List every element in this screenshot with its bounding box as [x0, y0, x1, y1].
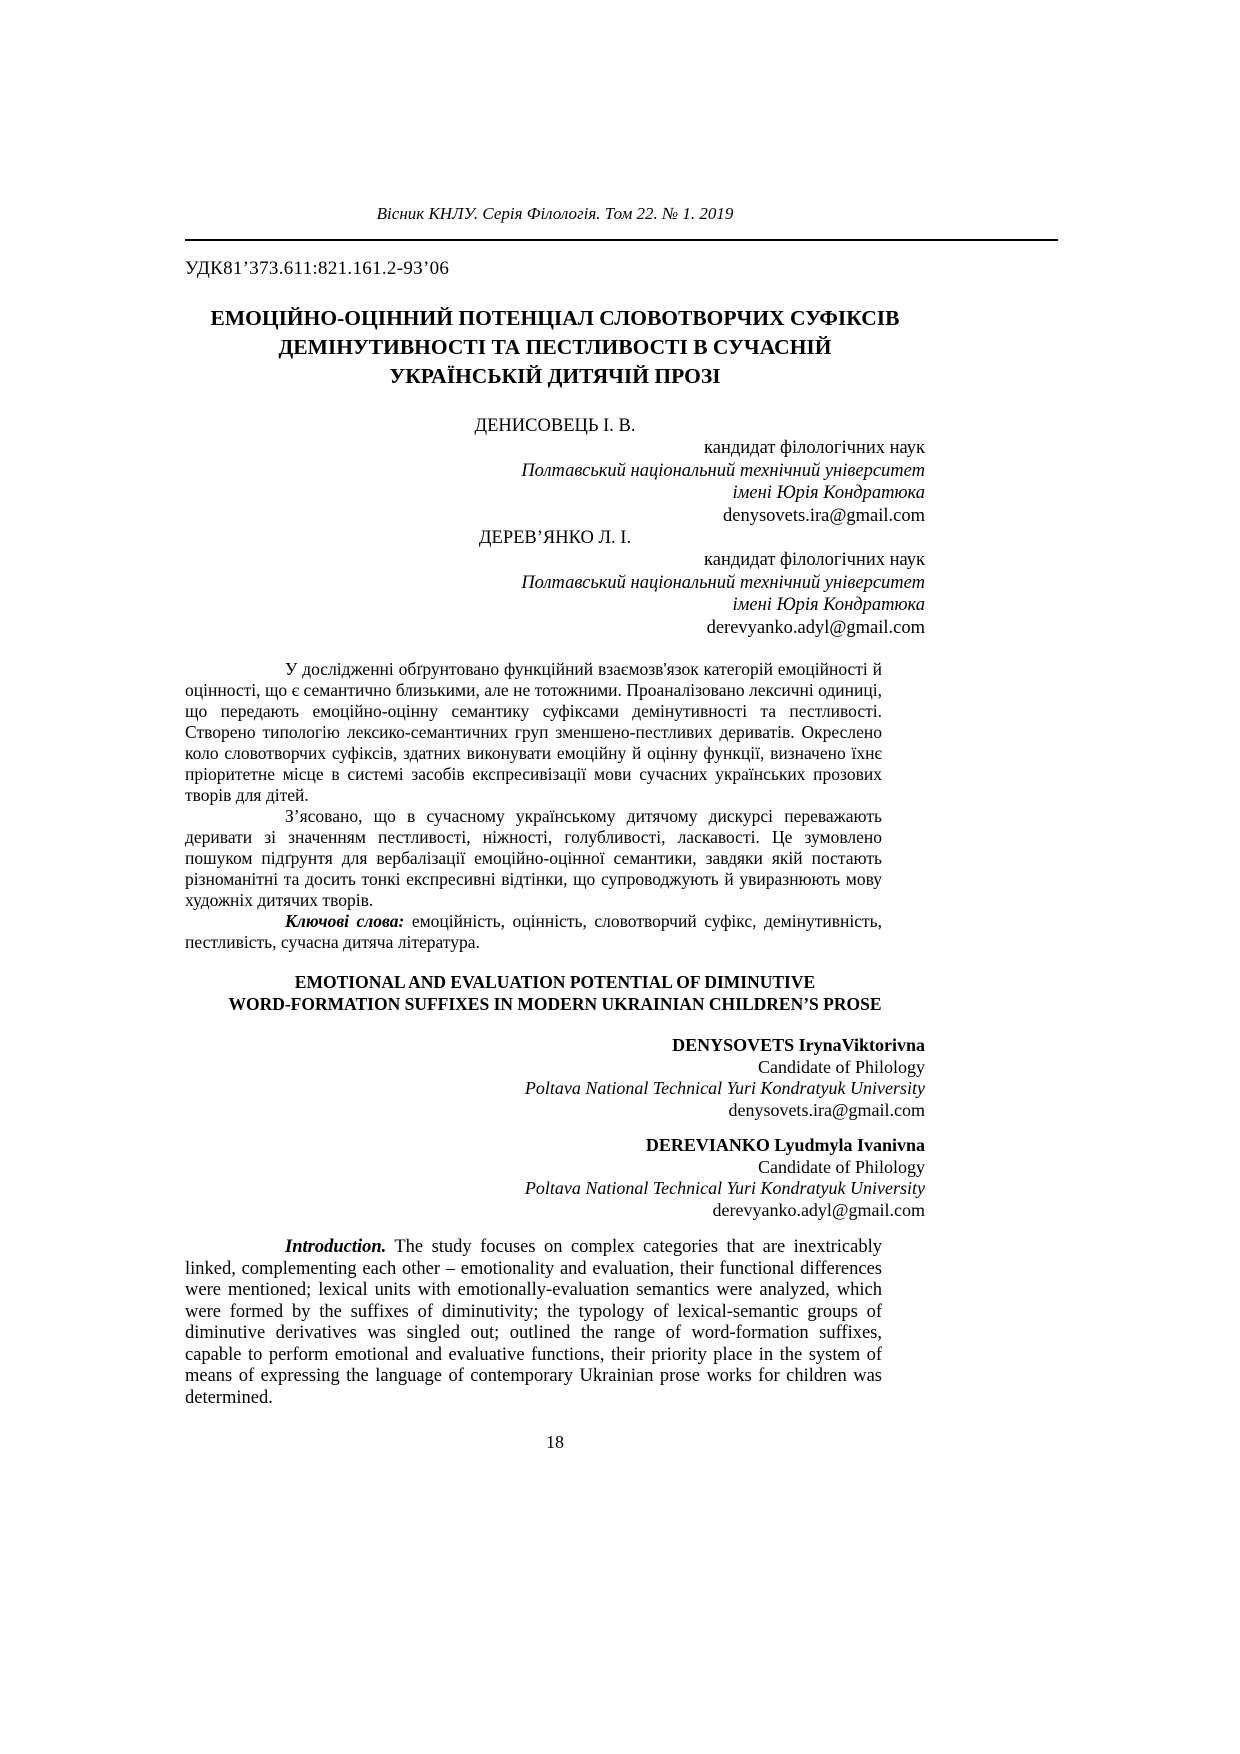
abstract-paragraph-1: У дослідженні обґрунтовано функційний взаємозв'язок категорій емоційності й оцінності, що є семантично близькими, але не тотожними. Проаналізовано лексичні одиниці, що передають емоційно-оцінну семантику суфіксами демінутивності та пестливості. Створено типологію лексико-семантичних груп зменшено-пестливих дериватів. Окреслено коло словотворчих суфіксів, здатних виконувати емоційну й оцінну функції, визначено їхнє пріоритетне місце в системі засобів експресивізації мови сучасних українських прозових творів для дітей.: [185, 659, 882, 806]
author-name-en-2: DEREVIANKO Lyudmyla Ivanivna: [645, 1135, 925, 1156]
article-title-uk: [185, 304, 925, 391]
author-block-uk-2: [185, 527, 925, 639]
keywords-label: Ключові слова:: [285, 911, 405, 932]
article-title-en-line1: EMOTIONAL AND EVALUATION POTENTIAL OF DIMINUTIVE: [294, 972, 816, 993]
author-affiliation-en-1: Poltava National Technical Yuri Kondratyuk University: [524, 1078, 925, 1099]
article-title-en-line2: WORD-FORMATION SUFFIXES IN MODERN UKRAINIAN CHILDREN’S PROSE: [228, 994, 882, 1015]
author-name-uk-2: ДЕРЕВ’ЯНКО Л. І.: [478, 528, 632, 549]
article-title-en: [185, 971, 925, 1015]
article-title-uk-line1: ЕМОЦІЙНО-ОЦІННИЙ ПОТЕНЦІАЛ СЛОВОТВОРЧИХ СУФІКСІВ: [210, 306, 900, 330]
author-name-en-1: DENYSOVETS IrynaViktorivna: [672, 1035, 925, 1056]
keywords-text: емоційність, оцінність, словотворчий суфікс, демінутивність, пестливість, сучасна дитяча література.: [185, 911, 882, 953]
author-affiliation-uk-2-line2: імені Юрія Кондратюка: [732, 595, 925, 616]
article-title-uk-line3: УКРАЇНСЬКІЙ ДИТЯЧІЙ ПРОЗІ: [389, 364, 721, 388]
author-email-uk-1: denysovets.ira@gmail.com: [723, 505, 925, 526]
author-block-en-1: [185, 1035, 925, 1121]
author-degree-en-2: Candidate of Philology: [758, 1156, 925, 1177]
introduction-text: The study focuses on complex categories that are inextricably linked, complementing each other – emotionality and evaluation, their functional differences were mentioned; lexical units with emotionally-evaluation semantics were analyzed, which were formed by the suffixes of diminutivity; the typology of lexical-semantic groups of diminutive derivatives was singled out; outlined the range of word-formation suffixes, capable to perform emotional and evaluative functions, their priority place in the system of means of expressing the language of contemporary Ukrainian prose works for children was determined.: [185, 1237, 882, 1408]
author-affiliation-uk-1-line2: імені Юрія Кондратюка: [732, 483, 925, 504]
author-email-en-2: derevyanko.adyl@gmail.com: [712, 1199, 925, 1220]
author-affiliation-uk-2-line1: Полтавський національний технічний університет: [521, 572, 925, 593]
introduction-label: Introduction.: [285, 1237, 387, 1258]
author-affiliation-en-2: Poltava National Technical Yuri Kondratyuk University: [524, 1178, 925, 1199]
abstract-paragraph-2: З’ясовано, що в сучасному українському дитячому дискурсі переважають деривати зі значенням пестливості, ніжності, голубливості, ласкавості. Це зумовлено пошуком підґрунтя для вербалізації емоційно-оцінної семантики, завдяки якій постають різноманітні та досить тонкі експресивні відтінки, що супроводжують й увиразнюють мову художніх дитячих творів.: [185, 806, 882, 911]
introduction-paragraph: [185, 1237, 882, 1409]
author-block-uk-1: [185, 415, 925, 527]
udc-code: УДК81’373.611:821.161.2-93’06: [185, 258, 450, 279]
author-affiliation-uk-1-line1: Полтавський національний технічний університет: [521, 460, 925, 481]
page-number: 18: [546, 1432, 564, 1453]
author-degree-uk-2: кандидат філологічних наук: [704, 550, 925, 571]
author-degree-uk-1: кандидат філологічних наук: [704, 438, 925, 459]
author-email-en-1: denysovets.ira@gmail.com: [728, 1099, 925, 1120]
page-content: [185, 0, 925, 1453]
author-block-en-2: [185, 1135, 925, 1221]
keywords-paragraph: [185, 911, 882, 953]
author-email-uk-2: derevyanko.adyl@gmail.com: [706, 617, 925, 638]
author-name-uk-1: ДЕНИСОВЕЦЬ І. В.: [474, 416, 636, 436]
article-title-uk-line2: ДЕМІНУТИВНОСТІ ТА ПЕСТЛИВОСТІ В СУЧАСНІЙ: [278, 335, 832, 359]
author-degree-en-1: Candidate of Philology: [758, 1056, 925, 1077]
journal-header: Вісник КНЛУ. Серія Філологія. Том 22. № 1. 2019: [376, 204, 734, 223]
